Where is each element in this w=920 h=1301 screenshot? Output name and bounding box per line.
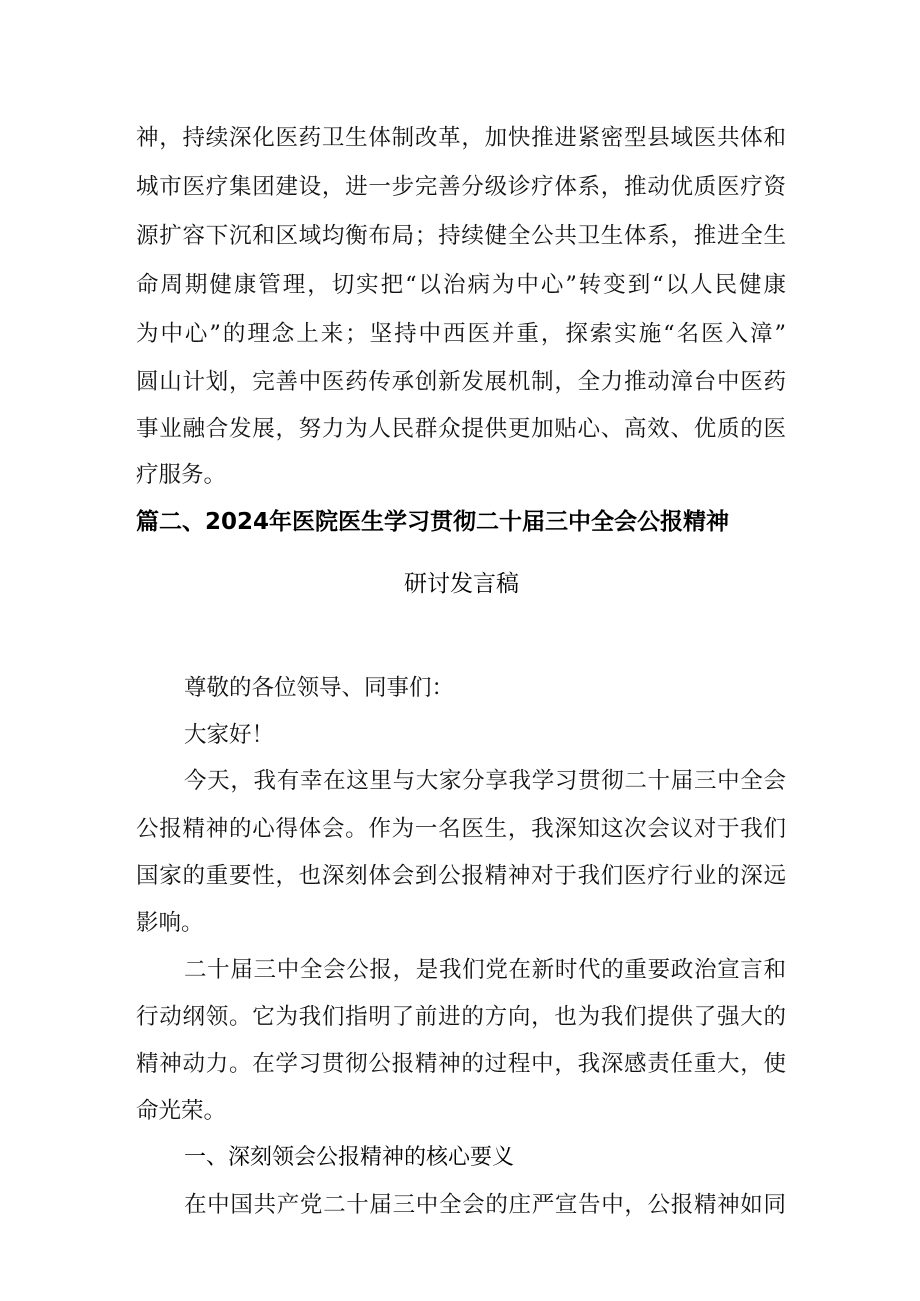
body-line: 今天，我有幸在这里与大家分享我学习贯彻二十届三中全会 [184, 768, 786, 794]
article-subtitle: 研讨发言稿 [404, 571, 519, 597]
body-line: 命光荣。 [136, 1098, 227, 1124]
body-line: 国家的重要性，也深刻体会到公报精神对于我们医疗行业的深远 [136, 863, 786, 889]
body-line: 事业融合发展，努力为人民群众提供更加贴心、高效、优质的医 [136, 416, 786, 442]
body-line: 命周期健康管理，切实把“以治病为中心”转变到“以人民健康 [136, 272, 786, 298]
body-line: 行动纲领。它为我们指明了前进的方向，也为我们提供了强大的 [136, 1004, 786, 1030]
body-line: 神，持续深化医药卫生体制改革，加快推进紧密型县域医共体和 [136, 125, 786, 151]
greeting: 大家好！ [184, 722, 275, 748]
body-line: 在中国共产党二十届三中全会的庄严宣告中，公报精神如同 [184, 1192, 786, 1218]
body-line: 为中心”的理念上来；坚持中西医并重，探索实施“名医入漳” [136, 321, 786, 347]
body-line: 城市医疗集团建设，进一步完善分级诊疗体系，推动优质医疗资 [136, 174, 786, 200]
section-heading: 一、深刻领会公报精神的核心要义 [184, 1145, 515, 1170]
body-line: 圆山计划，完善中医药传承创新发展机制，全力推动漳台中医药 [136, 369, 786, 395]
body-line: 公报精神的心得体会。作为一名医生，我深知这次会议对于我们 [136, 816, 786, 842]
body-line: 疗服务。 [136, 462, 227, 488]
body-line: 影响。 [136, 910, 204, 936]
body-line: 源扩容下沉和区域均衡布局；持续健全公共卫生体系，推进全生 [136, 223, 786, 249]
article-title: 篇二、2024年医院医生学习贯彻二十届三中全会公报精神 [136, 509, 730, 535]
salutation: 尊敬的各位领导、同事们： [184, 675, 455, 701]
body-line: 精神动力。在学习贯彻公报精神的过程中，我深感责任重大，使 [136, 1051, 786, 1077]
body-line: 二十届三中全会公报，是我们党在新时代的重要政治宣言和 [184, 957, 786, 983]
